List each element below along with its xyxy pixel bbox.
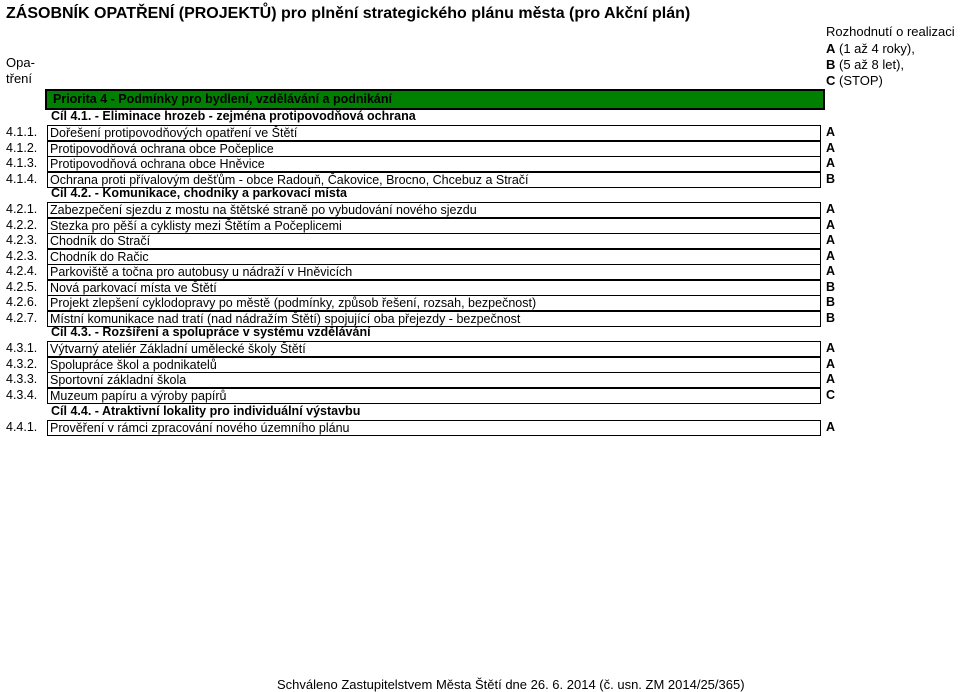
measure-text: Nová parkovací místa ve Štětí <box>47 280 821 296</box>
decision-value: A <box>826 341 836 355</box>
measure-text: Výtvarný ateliér Základní umělecké školy Štětí <box>47 341 821 357</box>
decision-value: A <box>826 156 836 170</box>
legend-b-code: B <box>826 57 836 72</box>
measure-row <box>0 202 960 217</box>
legend-b-text: (5 až 8 let), <box>835 57 905 72</box>
measure-code: 4.2.3. <box>6 233 38 247</box>
decision-value: A <box>826 264 836 278</box>
goal-heading: Cíl 4.4. - Atraktivní lokality pro individuální výstavbu <box>51 404 361 418</box>
decision-value: A <box>826 356 836 371</box>
goal-heading: Cíl 4.1. - Eliminace hrozeb - zejména protipovodňová ochrana <box>51 109 416 123</box>
measure-text: Zabezpečení sjezdu z mostu na štětské straně po vybudování nového sjezdu <box>47 202 821 218</box>
priority-banner <box>45 89 825 110</box>
measure-text: Protipovodňová ochrana obce Hněvice <box>47 156 821 172</box>
measure-code: 4.1.2. <box>6 140 38 155</box>
measure-text: Místní komunikace nad tratí (nad nádražím Štětí) spojující oba přejezdy - bezpečnost <box>47 311 821 327</box>
measure-text: Chodník do Stračí <box>47 233 821 249</box>
measure-code: 4.2.6. <box>6 295 38 309</box>
measure-code: 4.3.1. <box>6 341 38 355</box>
measure-text: Spolupráce škol a podnikatelů <box>47 357 821 373</box>
measure-row <box>0 295 960 310</box>
measure-row <box>0 172 960 187</box>
legend-c-text: (STOP) <box>835 73 883 88</box>
measure-text: Ochrana proti přívalovým dešťům - obce Radouň, Čakovice, Brocno, Chcebuz a Stračí <box>47 172 821 188</box>
legend-c <box>826 72 883 89</box>
decision-value: A <box>826 125 836 139</box>
measure-text: Stezka pro pěší a cyklisty mezi Štětím a Počeplicemi <box>47 218 821 234</box>
measure-code: 4.1.3. <box>6 156 38 170</box>
measure-code: 4.4.1. <box>6 420 38 434</box>
goal-heading: Cíl 4.3. - Rozšíření a spolupráce v systému vzdělávání <box>51 325 371 339</box>
measure-code: 4.3.4. <box>6 387 38 402</box>
measure-row <box>0 420 960 435</box>
measure-text: Muzeum papíru a výroby papírů <box>47 388 821 404</box>
measure-code: 4.1.1. <box>6 125 38 139</box>
document-title: ZÁSOBNÍK OPATŘENÍ (PROJEKTŮ) pro plnění strategického plánu města (pro Akční plán) <box>6 5 691 22</box>
column-label-line1: Opa- <box>6 55 35 70</box>
measure-row <box>0 341 960 356</box>
decision-value: A <box>826 233 836 247</box>
measure-code: 4.2.3. <box>6 248 38 263</box>
decision-value: C <box>826 387 836 402</box>
measure-code: 4.2.5. <box>6 279 38 294</box>
legend-a-code: A <box>826 41 836 56</box>
decision-value: A <box>826 202 836 216</box>
measure-text: Protipovodňová ochrana obce Počeplice <box>47 141 821 157</box>
measure-row <box>0 280 960 295</box>
measure-code: 4.3.2. <box>6 356 38 371</box>
decision-value: B <box>826 295 836 309</box>
measure-code: 4.2.1. <box>6 202 38 216</box>
measure-row <box>0 311 960 326</box>
legend-b <box>826 56 904 73</box>
priority-title: Priorita 4 - Podmínky pro bydlení, vzdělávání a podnikání <box>53 92 392 106</box>
measure-code: 4.3.3. <box>6 372 38 386</box>
approval-footer: Schváleno Zastupitelstvem Města Štětí dne 26. 6. 2014 (č. usn. ZM 2014/25/365) <box>277 677 745 692</box>
measure-code: 4.2.4. <box>6 264 38 278</box>
column-label-line2: tření <box>6 71 33 86</box>
legend-c-code: C <box>826 73 836 88</box>
legend-a <box>826 40 915 57</box>
measure-text: Chodník do Račic <box>47 249 821 265</box>
measure-text: Sportovní základní škola <box>47 372 821 388</box>
measure-row <box>0 264 960 279</box>
measure-text: Projekt zlepšení cyklodopravy po městě (podmínky, způsob řešení, rozsah, bezpečnost) <box>47 295 821 311</box>
decision-value: B <box>826 171 836 186</box>
measure-row <box>0 218 960 233</box>
measure-code: 4.2.2. <box>6 217 38 232</box>
decision-value: B <box>826 310 836 325</box>
decision-value: A <box>826 140 836 155</box>
measure-row <box>0 388 960 403</box>
decision-value: A <box>826 372 836 386</box>
measure-row <box>0 233 960 248</box>
measure-text: Parkoviště a točna pro autobusy u nádraží v Hněvicích <box>47 264 821 280</box>
goal-heading: Cíl 4.2. - Komunikace, chodníky a parkovací místa <box>51 186 347 200</box>
measure-text: Dořešení protipovodňových opatření ve Štětí <box>47 125 821 141</box>
measure-row <box>0 156 960 171</box>
measure-row <box>0 357 960 372</box>
legend-heading: Rozhodnutí o realizaci <box>826 24 955 39</box>
decision-value: A <box>826 217 836 232</box>
legend-a-text: (1 až 4 roky), <box>835 41 915 56</box>
decision-value: A <box>826 248 836 263</box>
measure-code: 4.1.4. <box>6 171 38 186</box>
measure-text: Prověření v rámci zpracování nového územního plánu <box>47 420 821 436</box>
decision-value: B <box>826 279 836 294</box>
measure-row <box>0 372 960 387</box>
decision-value: A <box>826 420 836 434</box>
measure-row <box>0 141 960 156</box>
measure-row <box>0 125 960 140</box>
measure-row <box>0 249 960 264</box>
measure-code: 4.2.7. <box>6 310 38 325</box>
